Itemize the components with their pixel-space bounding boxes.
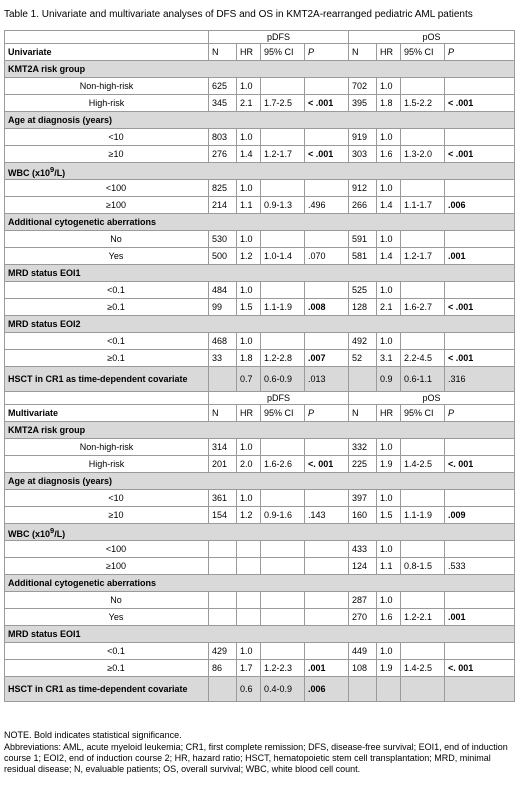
- group-label-row: WBC $(x10^9/L)$: [5, 524, 515, 541]
- col-ci: 95% CI: [261, 44, 305, 61]
- multi-header-top: [5, 392, 515, 405]
- group-label-row: MRD status EOI2: [5, 316, 515, 333]
- multi-pdfs-header: pDFS: [209, 392, 349, 405]
- group-label-row: KMT2A risk group: [5, 422, 515, 439]
- col-p: P: [445, 44, 515, 61]
- table-row: <100 433 1.0: [5, 541, 515, 558]
- table-row: High-risk 345 2.1 1.7-2.5 < .001 395 1.8 1.5-2.2 < .001: [5, 95, 515, 112]
- table-row: ≥10 276 1.4 1.2-1.7 < .001 303 1.6 1.3-2.0 < .001: [5, 146, 515, 163]
- group-label-row: KMT2A risk group: [5, 61, 515, 78]
- hsct-row: HSCT in CR1 as time-dependent covariate 0.7 0.6-0.9 .013 0.9 0.6-1.1 .316: [5, 367, 515, 392]
- table-row: ≥10 154 1.2 0.9-1.6 .143 160 1.5 1.1-1.9 .009: [5, 507, 515, 524]
- table-row: ≥0.1 86 1.7 1.2-2.3 .001 108 1.9 1.4-2.5 <. 001: [5, 660, 515, 677]
- uni-header-top: [5, 31, 515, 44]
- table-row: ≥100 124 1.1 0.8-1.5 .533: [5, 558, 515, 575]
- uni-pdfs-header: pDFS: [209, 31, 349, 44]
- table-row: ≥0.1 99 1.5 1.1-1.9 .008 128 2.1 1.6-2.7 < .001: [5, 299, 515, 316]
- table-row: No 287 1.0: [5, 592, 515, 609]
- col-hr: HR: [237, 44, 261, 61]
- table-row: ≥100 214 1.1 0.9-1.3 .496 266 1.4 1.1-1.7 .006: [5, 197, 515, 214]
- table-row: High-risk 201 2.0 1.6-2.6 <. 001 225 1.9 1.4-2.5 <. 001: [5, 456, 515, 473]
- group-label-row: MRD status EOI1: [5, 265, 515, 282]
- col-hr: HR: [377, 44, 401, 61]
- table-row: <100 825 1.0 912 1.0: [5, 180, 515, 197]
- hsct-row: HSCT in CR1 as time-dependent covariate 0.6 0.4-0.9 .006: [5, 677, 515, 702]
- group-label-row: Additional cytogenetic aberrations: [5, 575, 515, 592]
- table-row: <10 803 1.0 919 1.0: [5, 129, 515, 146]
- table-note: NOTE. Bold indicates statistical significance.: [4, 730, 182, 740]
- table-row: <0.1 484 1.0 525 1.0: [5, 282, 515, 299]
- group-label-row: Age at diagnosis (years): [5, 112, 515, 129]
- uni-pos-header: pOS: [349, 31, 515, 44]
- col-ci: 95% CI: [401, 44, 445, 61]
- multi-pos-header: pOS: [349, 392, 515, 405]
- abbreviations: Abbreviations: AML, acute myeloid leukemia; CR1, first complete remission; DFS, disease-free survival; EOI1, end of induction course 1; EOI2, end of induction course 2; HR, hazard ratio; HSCT, hematopoietic stem cell transplantation; MRD, minimal residual disease; N, evaluable patients; OS, overall survival; WBC, white blood cell count.: [4, 742, 508, 774]
- multi-section-title: Multivariate: [5, 405, 209, 422]
- uni-header-cols: [5, 44, 515, 61]
- group-label-row: Age at diagnosis (years): [5, 473, 515, 490]
- multi-header-cols: Multivariate N HR 95% CI P N HR 95% CI P: [5, 405, 515, 422]
- table-row: Non-high-risk 625 1.0 702 1.0: [5, 78, 515, 95]
- group-label-row: MRD status EOI1: [5, 626, 515, 643]
- table-row: <0.1 468 1.0 492 1.0: [5, 333, 515, 350]
- col-p: P: [305, 44, 349, 61]
- uni-section-title: Univariate: [5, 44, 209, 61]
- results-table: [4, 30, 515, 702]
- table-row: <10 361 1.0 397 1.0: [5, 490, 515, 507]
- group-label-row: WBC $(x10^9/L)$: [5, 163, 515, 180]
- table-row: Non-high-risk 314 1.0 332 1.0: [5, 439, 515, 456]
- table-row: Yes 270 1.6 1.2-2.1 .001: [5, 609, 515, 626]
- col-n: N: [349, 44, 377, 61]
- table-row: <0.1 429 1.0 449 1.0: [5, 643, 515, 660]
- table-row: Yes 500 1.2 1.0-1.4 .070 581 1.4 1.2-1.7 .001: [5, 248, 515, 265]
- table-row: No 530 1.0 591 1.0: [5, 231, 515, 248]
- group-label-row: Additional cytogenetic aberrations: [5, 214, 515, 231]
- table-row: ≥0.1 33 1.8 1.2-2.8 .007 52 3.1 2.2-4.5 < .001: [5, 350, 515, 367]
- col-n: N: [209, 44, 237, 61]
- table-caption: Table 1. Univariate and multivariate analyses of DFS and OS in KMT2A-rearranged pediatric AML patients: [4, 9, 473, 20]
